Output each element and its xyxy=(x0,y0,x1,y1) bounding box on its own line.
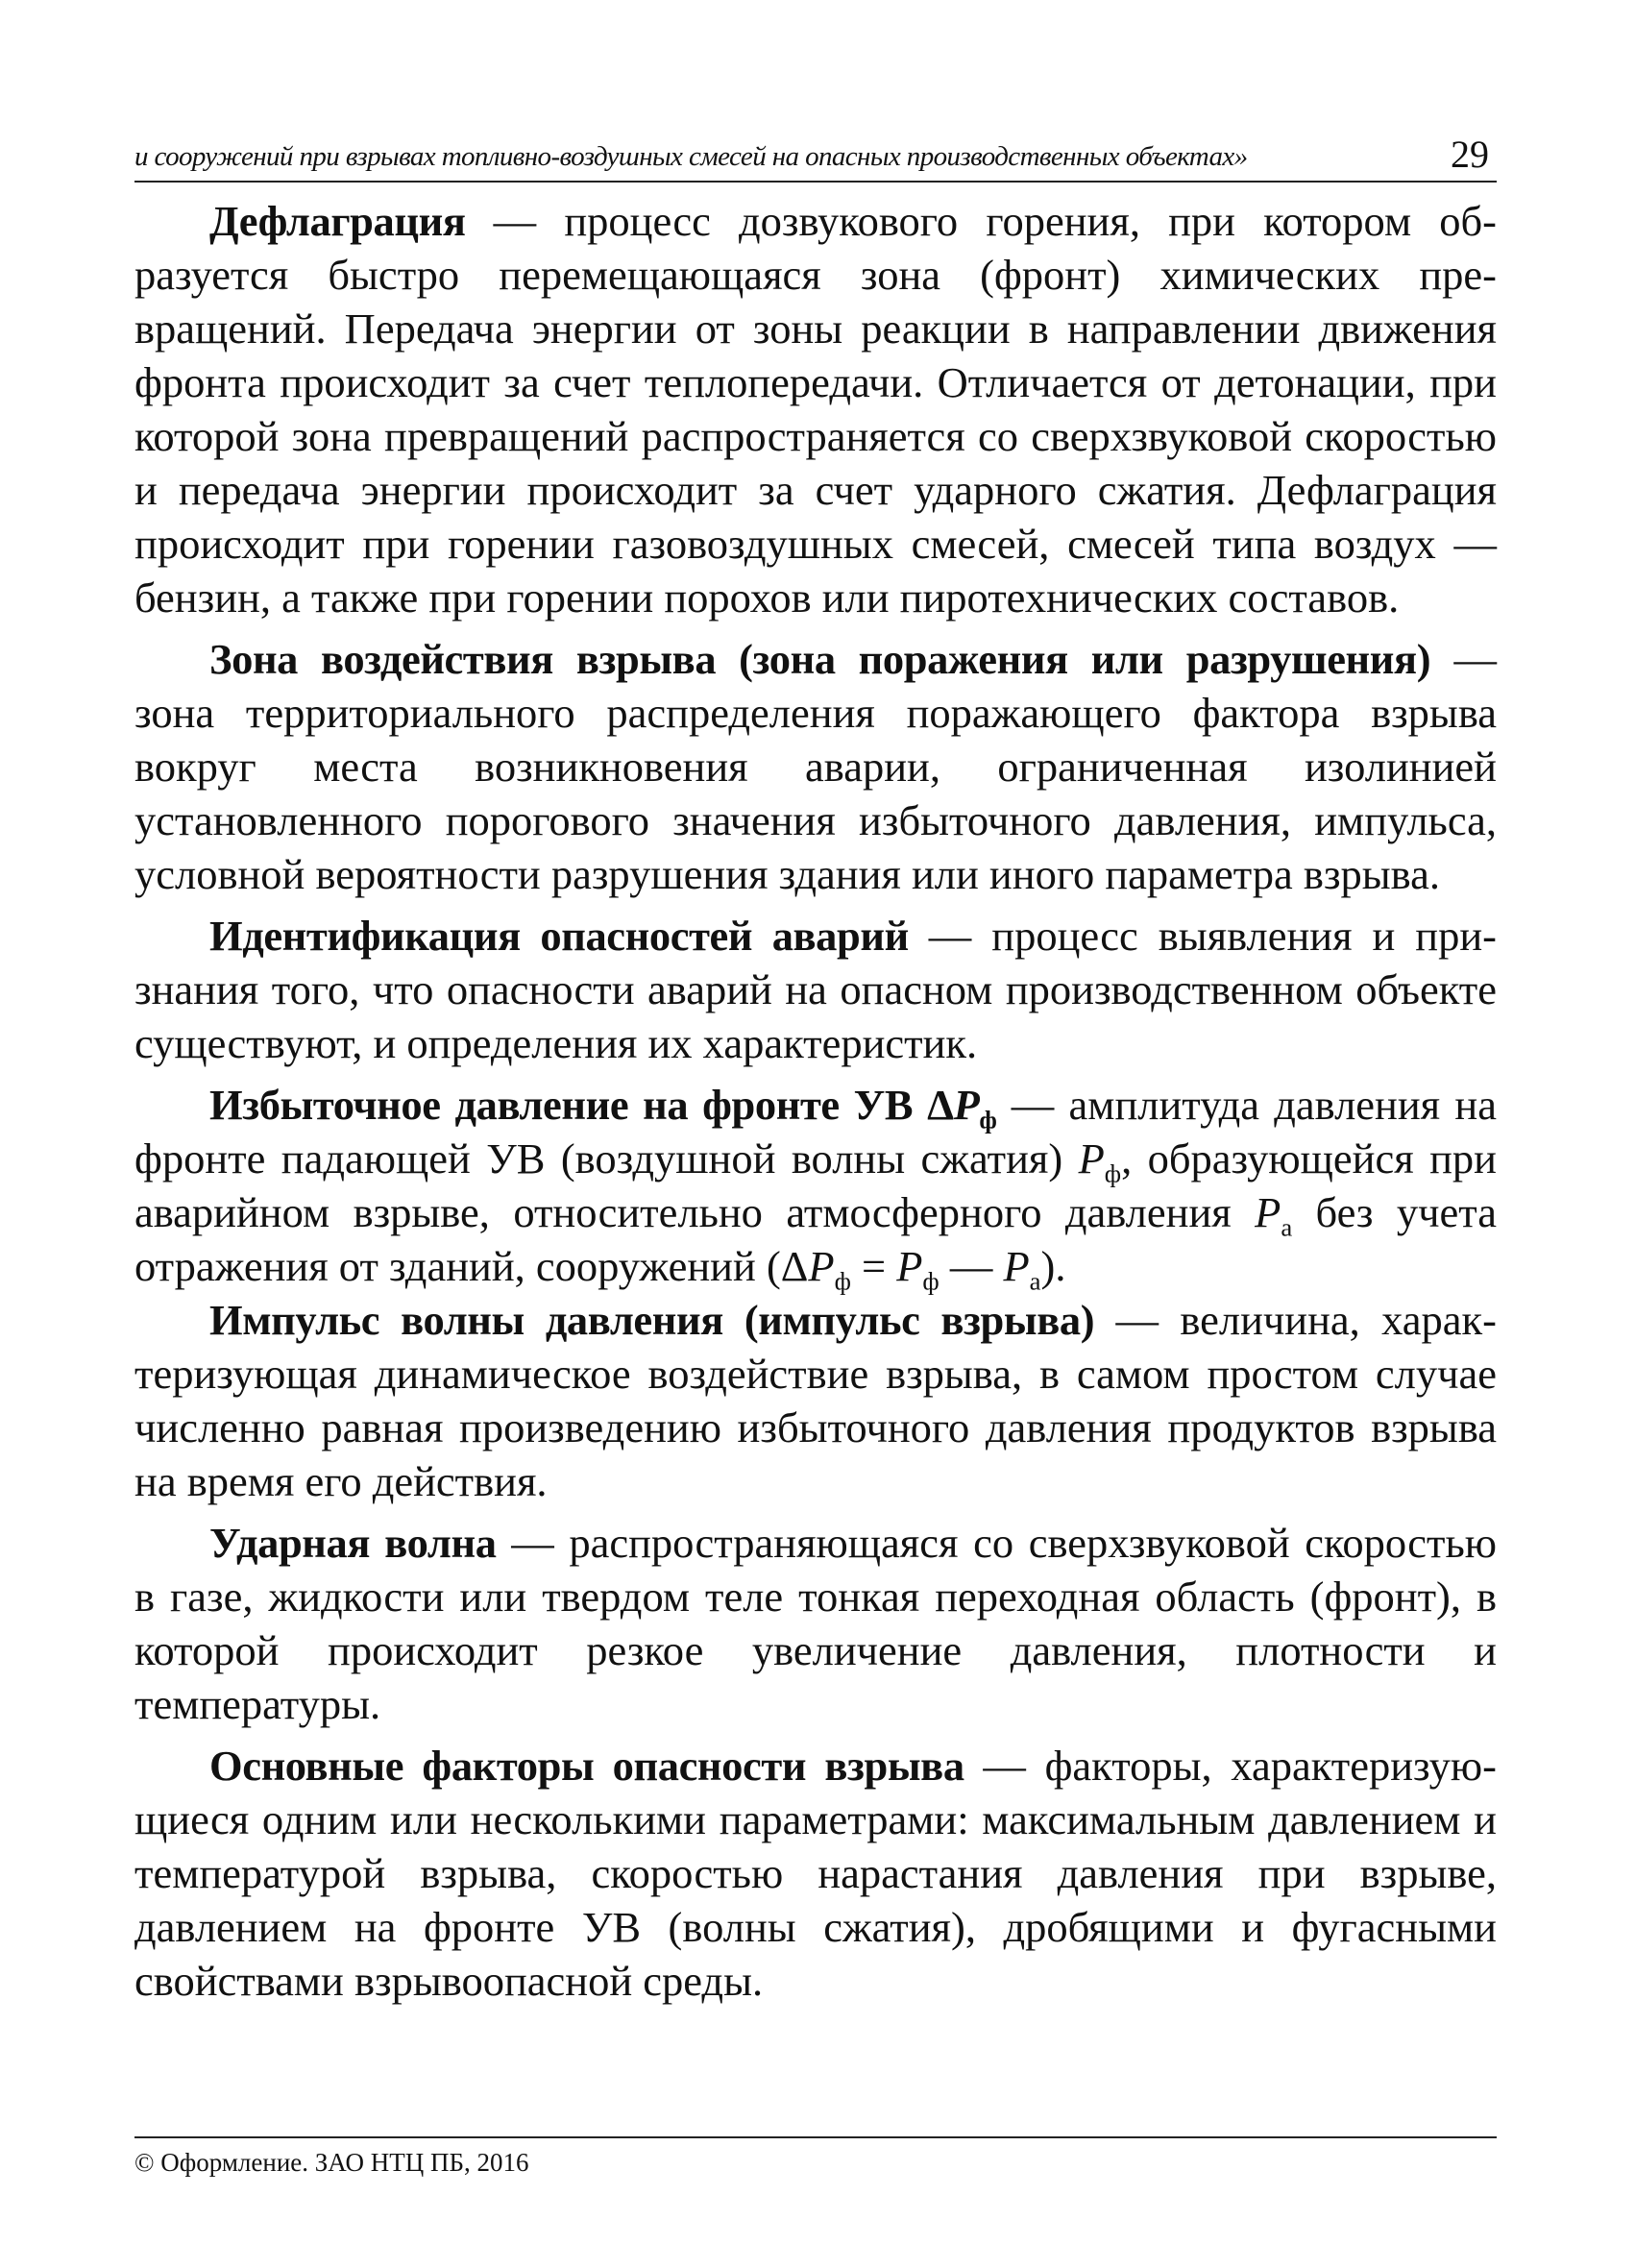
definition-term: Дефлаграция xyxy=(209,197,466,245)
definition-term: Ударная волна xyxy=(209,1519,497,1567)
definition-text: — распространяющаяся со сверхзвуковой скоростью в газе, жидкости или твердом теле тонкая переходная область (фронт), в которой происходит резкое увеличение давления, плотности и температуры. xyxy=(134,1519,1497,1728)
definition-paragraph xyxy=(134,194,1497,624)
definition-term: Основные факторы опасности взрыва xyxy=(209,1742,964,1790)
definition-text: — процесс дозвукового горения, при котором образуется быстро перемещающаяся зона (фронт) химических превращений. Передача энергии от зоны реакции в направлении движения фронта происходит за счет теплопередачи. Отличается от детонации, при которой зона превращений распространяется со сверхзвуковой скоростью и передача энергии происходит за счет ударного сжатия. Дефлаграция происходит при горении газовоздушных смесей, смесей типа воздух — бензин, а также при горении порохов или пиротехнических составов. xyxy=(134,197,1497,622)
pressure-symbol: P xyxy=(896,1242,923,1290)
page-number: 29 xyxy=(1451,133,1489,176)
definition-term: Импульс волны давления (импульс взрыва) xyxy=(209,1296,1095,1344)
definition-term: Идентификация опасностей аварий xyxy=(209,912,909,960)
pressure-symbol: P xyxy=(1003,1242,1030,1290)
minus-sign: — xyxy=(939,1242,1004,1290)
pressure-symbol: P xyxy=(1255,1188,1281,1236)
delta-symbol: Δ xyxy=(780,1242,809,1290)
definition-text: — амплитуда давления на фронте падающей УВ (воздушной волны сжатия) xyxy=(134,1081,1497,1183)
definition-paragraph xyxy=(134,1739,1497,2008)
footer-copyright: © Оформление. ЗАО НТЦ ПБ, 2016 xyxy=(134,2148,529,2177)
footer-rule xyxy=(134,2136,1497,2138)
subscript: ф xyxy=(1104,1158,1122,1188)
pressure-symbol: P xyxy=(953,1081,980,1129)
term-label: Избыточное давление на фронте УВ xyxy=(209,1081,928,1129)
definition-paragraph-overpressure xyxy=(134,1078,1497,1296)
definition-paragraph xyxy=(134,1516,1497,1731)
body-text xyxy=(134,194,1497,2008)
subscript: ф xyxy=(834,1266,851,1296)
pressure-symbol: P xyxy=(808,1242,835,1290)
definition-term xyxy=(209,1081,997,1134)
closing-paren: ). xyxy=(1040,1242,1066,1290)
equals-sign: = xyxy=(850,1242,897,1290)
definition-text: — процесс выявления и признания того, что опасности аварий на опасном производственном объекте существуют, и определения их характеристик. xyxy=(134,912,1497,1067)
running-header xyxy=(134,125,1497,183)
definition-text: — зона территориального распределения поражающего фактора взрыва вокруг места возникновения аварии, ограниченная изолинией установленного порогового значения избыточного давления, импульса, условной вероятности разрушения здания или иного параметра взрыва. xyxy=(134,635,1498,898)
definition-text: — величина, характеризующая динамическое воздействие взрыва, в самом простом случае численно равная произведению избыточного давления продуктов взрыва на время его действия. xyxy=(134,1296,1497,1505)
subscript: ф xyxy=(979,1105,997,1134)
subscript: а xyxy=(1281,1212,1293,1242)
running-title: и сооружений при взрывах топливно-воздушных смесей на опасных производственных объектах» xyxy=(134,141,1248,172)
definition-term: Зона воздействия взрыва (зона поражения или разрушения) xyxy=(209,635,1431,683)
definition-paragraph xyxy=(134,909,1497,1070)
pressure-symbol: P xyxy=(1078,1134,1105,1183)
delta-symbol: Δ xyxy=(927,1081,954,1129)
definition-text: — факторы, характеризующиеся одним или несколькими параметрами: максимальным давлением и температурой взрыва, скоростью нарастания давления при взрыве, давлением на фронте УВ (волны сжатия), дробящими и фугасными свойствами взрывоопасной среды. xyxy=(134,1742,1497,2005)
definition-text: без учета отражения от зданий, сооружений ( xyxy=(134,1188,1497,1290)
definition-text: , образующейся при аварийном взрыве, относительно атмосферного давления xyxy=(134,1134,1497,1236)
subscript: а xyxy=(1029,1266,1041,1296)
definition-paragraph xyxy=(134,632,1497,901)
subscript: ф xyxy=(922,1266,940,1296)
definition-paragraph xyxy=(134,1293,1497,1508)
